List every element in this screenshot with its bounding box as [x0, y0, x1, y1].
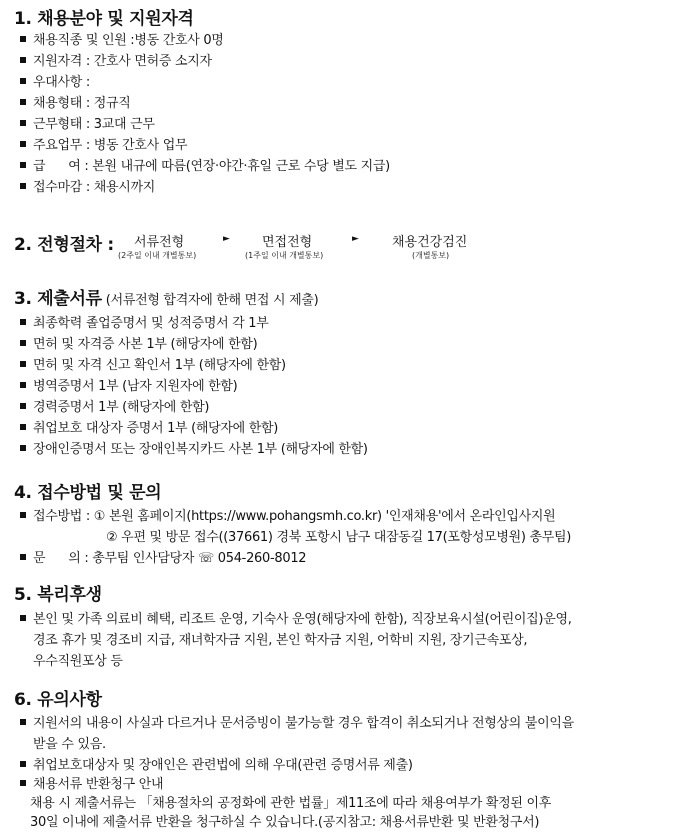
sec3-item: 최종학력 졸업증명서 및 성적증명서 각 1부	[20, 314, 269, 334]
step-health-check: 채용건강검진	[392, 235, 468, 250]
section5-title: 5. 복리후생	[14, 585, 102, 605]
bullet	[20, 615, 26, 621]
bullet	[20, 554, 26, 560]
bullet	[20, 382, 26, 388]
sec3-item: 면허 및 자격 신고 확인서 1부 (해당자에 한함)	[20, 356, 286, 376]
sec3-item: 취업보호 대상자 증명서 1부 (해당자에 한함)	[20, 419, 278, 439]
sec3-item: 장애인증명서 또는 장애인복지카드 사본 1부 (해당자에 한함)	[20, 440, 368, 460]
section4-title: 4. 접수방법 및 문의	[14, 483, 162, 503]
bullet	[20, 761, 26, 767]
bullet	[20, 512, 26, 518]
sec6-item-falsification: 지원서의 내용이 사실과 다르거나 문서증빙이 불가능할 경우 합격이 취소되거나 전형상의 불이익을	[20, 714, 574, 734]
sec6-item-preference: 취업보호대상자 및 장애인은 관련법에 의해 우대(관련 증명서류 제출)	[20, 756, 413, 776]
bullet	[20, 780, 26, 786]
sec1-item-duty: 주요업무 : 병동 간호사 업무	[20, 136, 187, 156]
bullet	[20, 340, 26, 346]
step-document-note: (2주일 이내 개별통보)	[118, 251, 197, 260]
bullet	[20, 361, 26, 367]
bullet	[20, 141, 26, 147]
bullet	[20, 162, 26, 168]
bullet	[20, 424, 26, 430]
bullet	[20, 57, 26, 63]
bullet	[20, 120, 26, 126]
sec1-item-shift: 근무형태 : 3교대 근무	[20, 115, 155, 135]
sec6-item-return: 채용서류 반환청구 안내	[20, 775, 163, 795]
sec1-item-deadline: 접수마감 : 채용시까지	[20, 178, 155, 198]
arrow-icon: ►	[223, 234, 230, 244]
bullet	[20, 445, 26, 451]
step-interview-note: (1주일 이내 개별통보)	[245, 251, 324, 260]
sec3-item: 병역증명서 1부 (남자 지원자에 한함)	[20, 377, 237, 397]
sec4-method-online: 접수방법 : ① 본원 홈페이지(https://www.pohangsmh.co.kr) '인재채용'에서 온라인입사지원	[20, 507, 555, 527]
section3-subtitle: (서류전형 합격자에 한해 면접 시 제출)	[105, 293, 319, 308]
section6-title: 6. 유의사항	[14, 690, 102, 710]
sec6-return-paragraph: 30일 이내에 제출서류 반환을 청구하실 수 있습니다.(공지참고: 채용서류반환 및 반환청구서)	[30, 815, 540, 830]
section3-title: 3. 제출서류 (서류전형 합격자에 한해 면접 시 제출)	[14, 289, 319, 309]
sec1-item-preference: 우대사항 :	[20, 73, 90, 93]
sec6-return-paragraph: 채용 시 제출서류는 「채용절차의 공정화에 관한 법률」제11조에 따라 채용여부가 확정된 이후	[30, 796, 551, 811]
section1-title: 1. 채용분야 및 지원자격	[14, 9, 194, 29]
bullet	[20, 78, 26, 84]
bullet	[20, 36, 26, 42]
sec1-item-type: 채용형태 : 정규직	[20, 94, 131, 114]
sec5-benefits-cont: 우수직원포상 등	[33, 654, 123, 669]
bullet	[20, 319, 26, 325]
step-interview: 면접전형	[262, 235, 313, 250]
bullet	[20, 403, 26, 409]
sec4-method-mail: ② 우편 및 방문 접수((37661) 경북 포항시 남구 대잠동길 17(포항성모병원) 총무팀)	[106, 530, 572, 545]
sec1-item-salary: 급 여 : 본원 내규에 따름(연장·야간·휴일 근로 수당 별도 지급)	[20, 157, 390, 177]
sec6-item-falsification-cont: 받을 수 있음.	[33, 737, 106, 752]
sec1-item-job: 채용직종 및 인원 :병동 간호사 0명	[20, 31, 224, 51]
step-health-note: (개별통보)	[412, 251, 450, 260]
sec3-item: 경력증명서 1부 (해당자에 한함)	[20, 398, 209, 418]
sec4-contact: 문 의 : 총무팀 인사담당자 ☏ 054-260-8012	[20, 549, 306, 569]
sec5-benefits: 본인 및 가족 의료비 혜택, 리조트 운영, 기숙사 운영(해당자에 한함), 직장보육시설(어린이집)운영,	[20, 610, 572, 630]
step-document-screening: 서류전형	[134, 235, 185, 250]
bullet	[20, 719, 26, 725]
bullet	[20, 99, 26, 105]
sec1-item-qualification: 지원자격 : 간호사 면허증 소지자	[20, 52, 212, 72]
arrow-icon: ►	[352, 234, 359, 244]
bullet	[20, 183, 26, 189]
sec5-benefits-cont: 경조 휴가 및 경조비 지급, 재녀학자금 지원, 본인 학자금 지원, 어학비 지원, 장기근속포상,	[33, 633, 528, 648]
sec3-item: 면허 및 자격증 사본 1부 (해당자에 한함)	[20, 335, 257, 355]
section2-title: 2. 전형절차 :	[14, 235, 114, 255]
